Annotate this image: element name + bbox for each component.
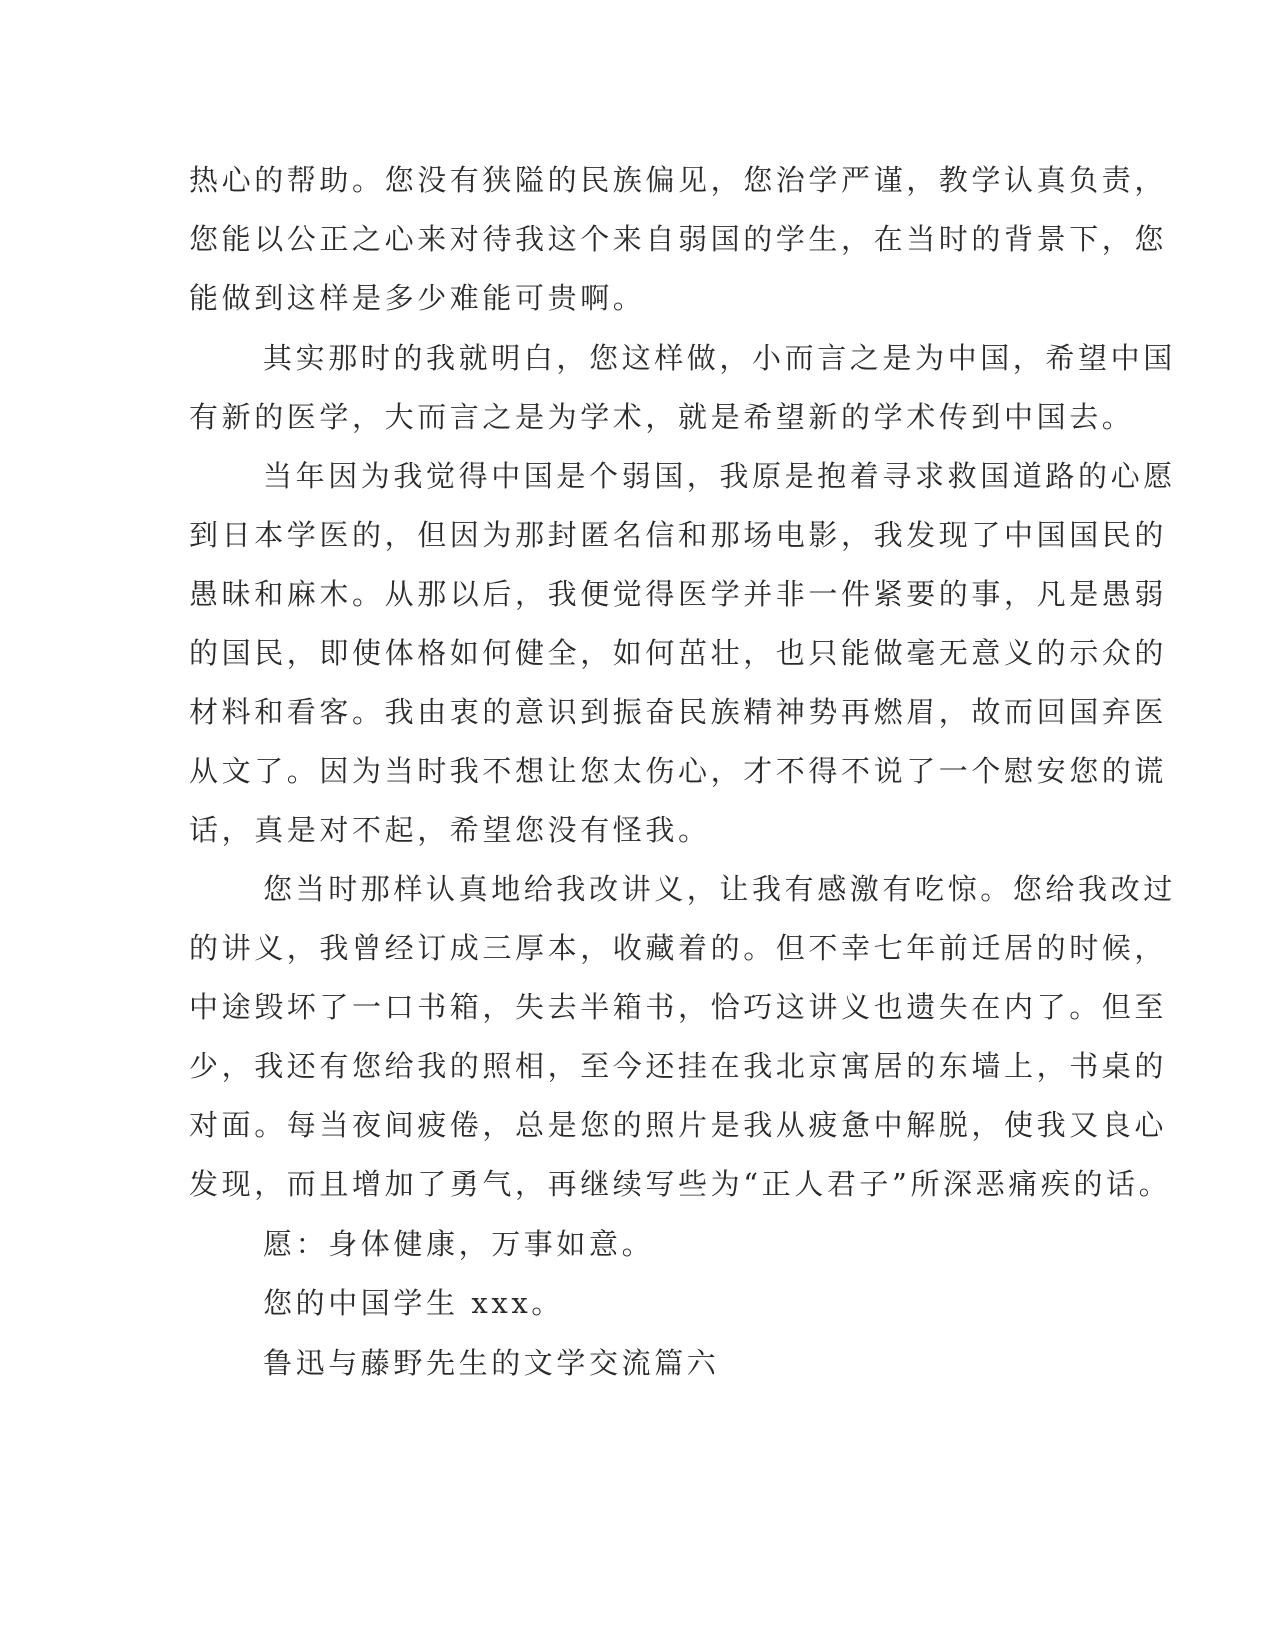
paragraph-line: 热心的帮助。您没有狭隘的民族偏见，您治学严谨，教学认真负责，: [189, 163, 1168, 197]
paragraph-line: 能做到这样是多少难能可贵啊。: [189, 281, 646, 315]
paragraph-line: 话，真是对不起，希望您没有怪我。: [189, 813, 711, 847]
paragraph-line: 有新的医学，大而言之是为学术，就是希望新的学术传到中国去。: [189, 400, 1135, 434]
paragraph-line: 其实那时的我就明白，您这样做，小而言之是为中国，希望中国: [263, 341, 1176, 375]
paragraph-line: 您能以公正之心来对待我这个来自弱国的学生，在当时的背景下，您: [189, 222, 1168, 256]
closing-wish: 愿：身体健康，万事如意。: [263, 1227, 655, 1261]
paragraph-line: 当年因为我觉得中国是个弱国，我原是抱着寻求救国道路的心愿: [263, 459, 1176, 493]
paragraph-line: 到日本学医的，但因为那封匿名信和那场电影，我发现了中国国民的: [189, 518, 1168, 552]
paragraph-line: 对面。每当夜间疲倦，总是您的照片是我从疲惫中解脱，使我又良心: [189, 1108, 1168, 1142]
signature-line: 您的中国学生 xxx。: [263, 1286, 564, 1320]
paragraph-line: 从文了。因为当时我不想让您太伤心，才不得不说了一个慰安您的谎: [189, 754, 1168, 788]
paragraph-line: 愚昧和麻木。从那以后，我便觉得医学并非一件紧要的事，凡是愚弱: [189, 577, 1168, 611]
paragraph-line: 的讲义，我曾经订成三厚本，收藏着的。但不幸七年前迁居的时候，: [189, 931, 1168, 965]
paragraph-line: 少，我还有您给我的照相，至今还挂在我北京寓居的东墙上，书桌的: [189, 1049, 1168, 1083]
paragraph-line: 中途毁坏了一口书箱，失去半箱书，恰巧这讲义也遗失在内了。但至: [189, 990, 1168, 1024]
paragraph-line: 您当时那样认真地给我改讲义，让我有感激有吃惊。您给我改过: [263, 872, 1176, 906]
section-heading: 鲁迅与藤野先生的文学交流篇六: [263, 1346, 720, 1380]
paragraph-line: 的国民，即使体格如何健全，如何茁壮，也只能做毫无意义的示众的: [189, 636, 1168, 670]
paragraph-line: 发现，而且增加了勇气，再继续写些为“正人君子”所深恶痛疾的话。: [189, 1167, 1172, 1201]
paragraph-line: 材料和看客。我由衷的意识到振奋民族精神势再燃眉，故而回国弃医: [189, 695, 1168, 729]
